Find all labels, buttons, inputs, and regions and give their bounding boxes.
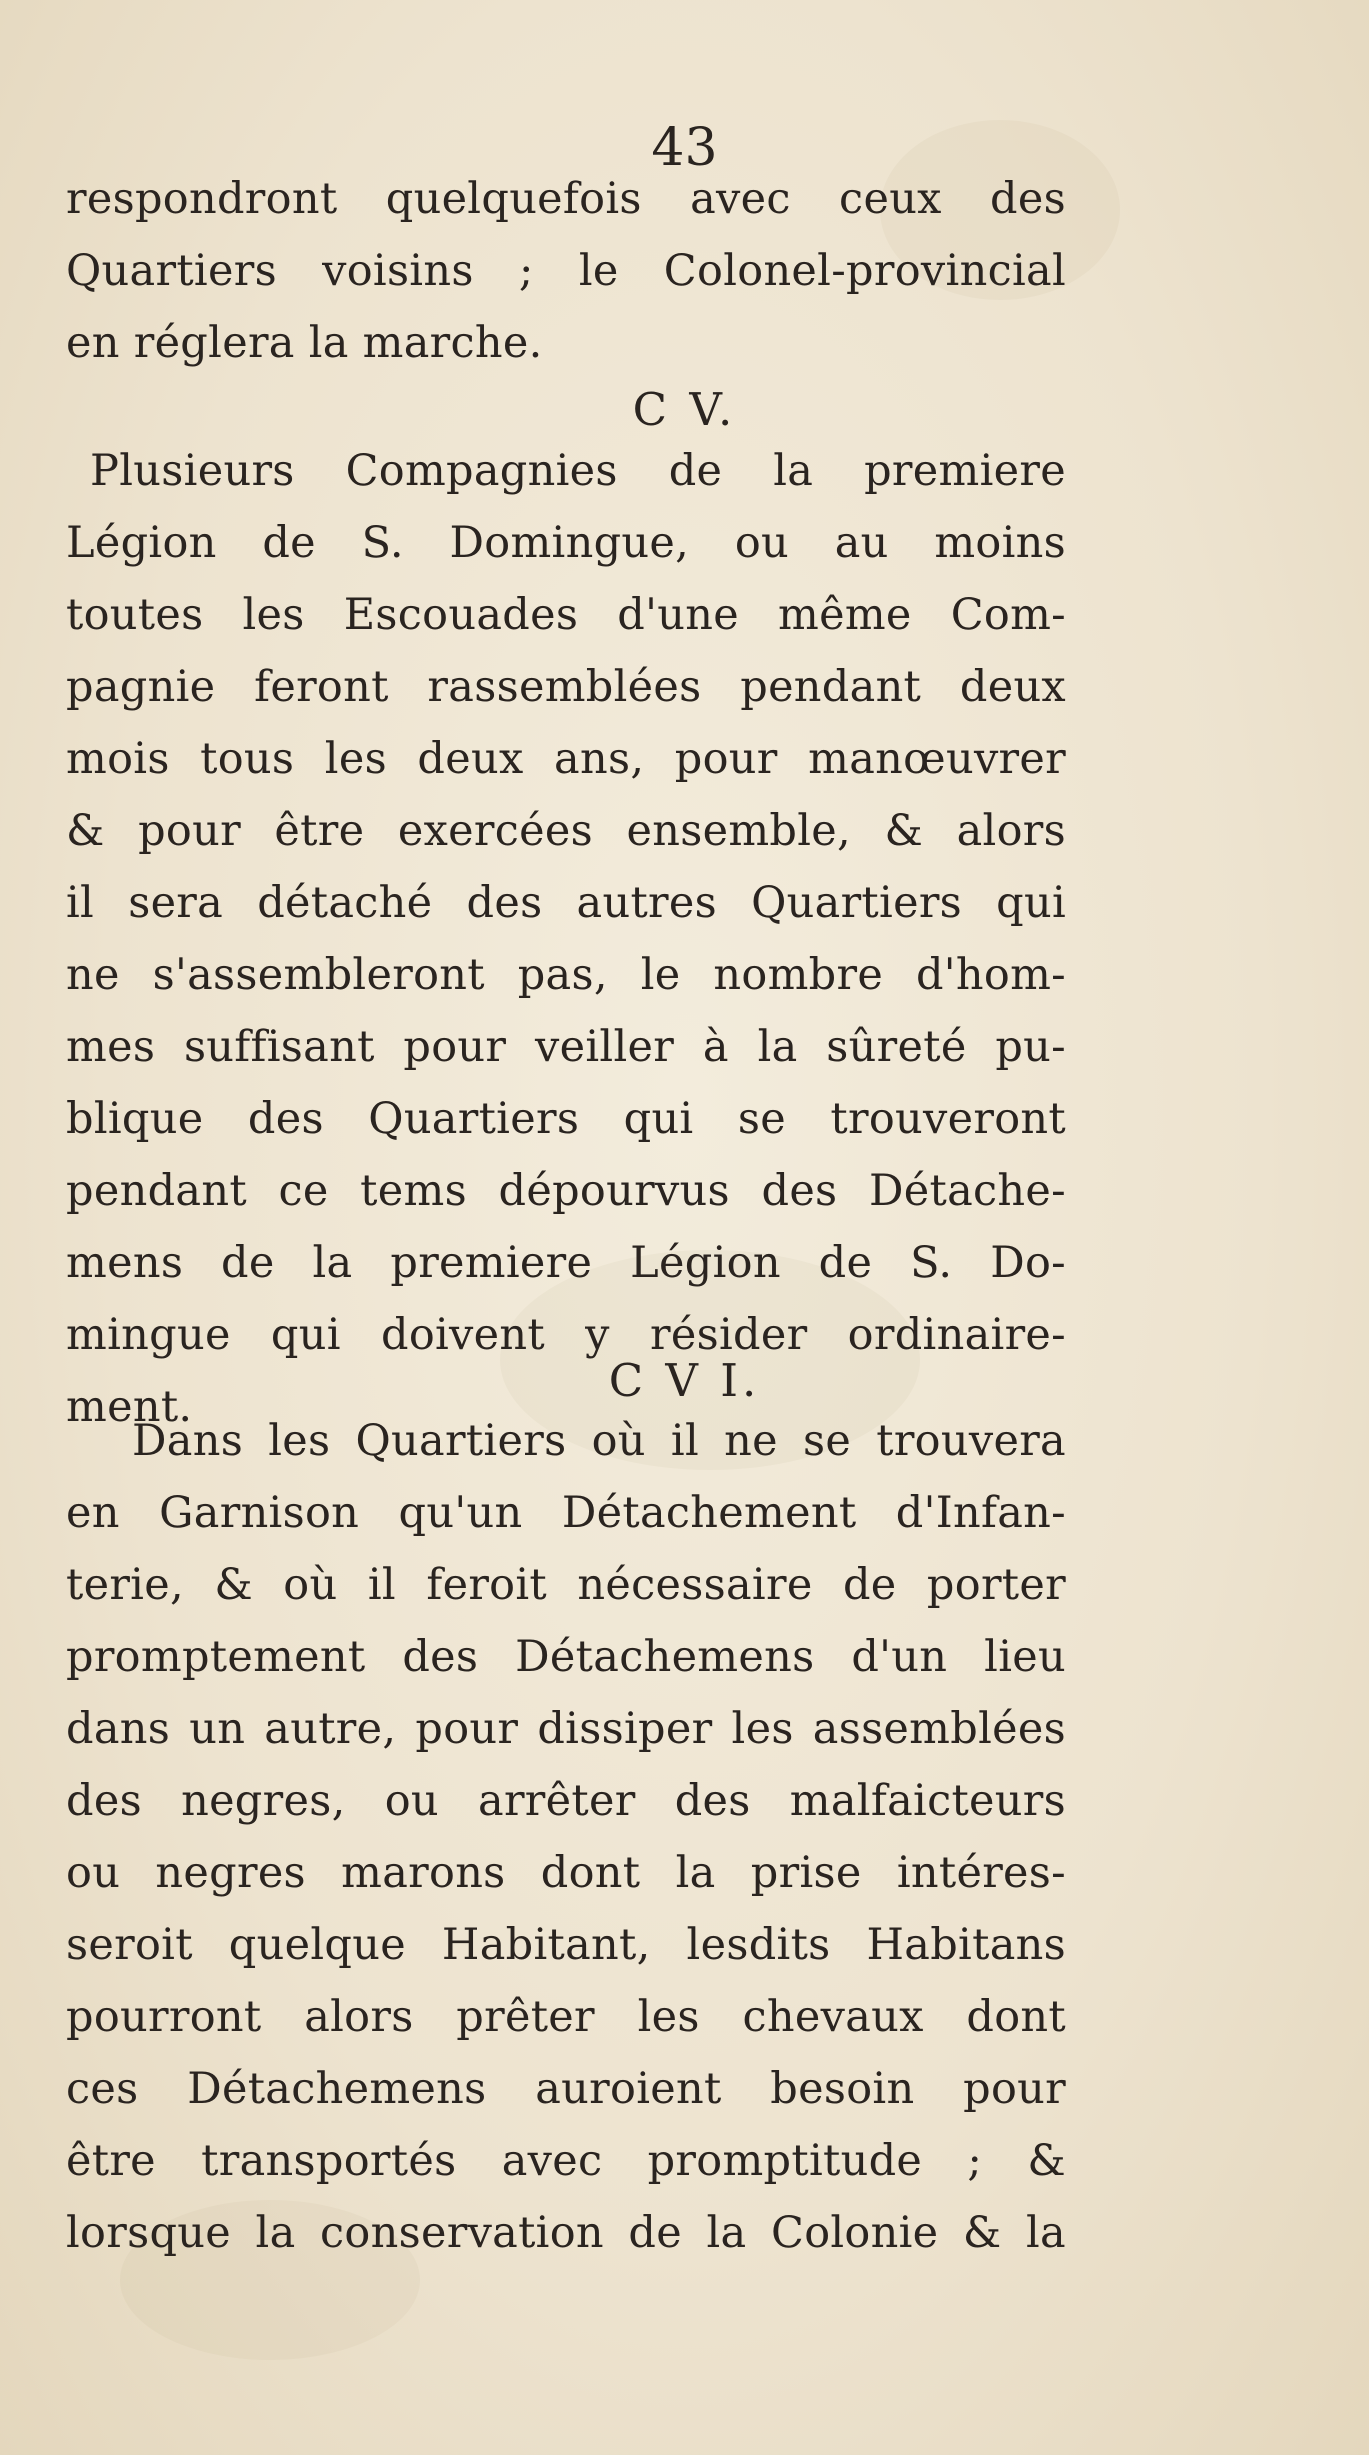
text-line: promptement des Détachemens d'un lieu bbox=[66, 1632, 1066, 1682]
text-line: mingue qui doivent y résider ordinaire- bbox=[66, 1310, 1066, 1360]
paragraph-continuation bbox=[66, 174, 1066, 378]
text-line: Dans les Quartiers où il ne se trouvera bbox=[132, 1416, 1066, 1466]
text-line: respondront quelquefois avec ceux des bbox=[66, 174, 1066, 224]
text-line: ne s'assembleront pas, le nombre d'hom- bbox=[66, 950, 1066, 1000]
text-line: mois tous les deux ans, pour manœuvrer bbox=[66, 734, 1066, 784]
text-line: dans un autre, pour dissiper les assemblées bbox=[66, 1704, 1066, 1754]
text-line: pourront alors prêter les chevaux dont bbox=[66, 1992, 1066, 2042]
text-line: Plusieurs Compagnies de la premiere bbox=[90, 446, 1066, 496]
text-line: ment. bbox=[66, 1382, 193, 1432]
text-line: terie, & où il feroit nécessaire de porter bbox=[66, 1560, 1066, 1610]
section-heading-cvi: C V I. bbox=[608, 1354, 761, 1407]
text-line: toutes les Escouades d'une même Com- bbox=[66, 590, 1066, 640]
text-line: ces Détachemens auroient besoin pour bbox=[66, 2064, 1066, 2114]
text-line: lorsque la conservation de la Colonie & la bbox=[66, 2208, 1066, 2258]
text-line: il sera détaché des autres Quartiers qui bbox=[66, 878, 1066, 928]
text-line: Légion de S. Domingue, ou au moins bbox=[66, 518, 1066, 568]
text-line: Quartiers voisins ; le Colonel-provincial bbox=[66, 246, 1066, 296]
text-line: en réglera la marche. bbox=[66, 318, 543, 368]
text-line: pagnie feront rassemblées pendant deux bbox=[66, 662, 1066, 712]
text-line: mens de la premiere Légion de S. Do- bbox=[66, 1238, 1066, 1288]
text-line: pendant ce tems dépourvus des Détache- bbox=[66, 1166, 1066, 1216]
section-heading-cv: C V. bbox=[632, 383, 737, 436]
text-line: ou negres marons dont la prise intéres- bbox=[66, 1848, 1066, 1898]
page-number: 43 bbox=[651, 118, 718, 178]
section-cv-body bbox=[66, 446, 1066, 1432]
text-line: mes suffisant pour veiller à la sûreté pu- bbox=[66, 1022, 1066, 1072]
section-cvi-body bbox=[66, 1416, 1066, 2270]
text-line: en Garnison qu'un Détachement d'Infan- bbox=[66, 1488, 1066, 1538]
text-line: & pour être exercées ensemble, & alors bbox=[66, 806, 1066, 856]
text-line: des negres, ou arrêter des malfaicteurs bbox=[66, 1776, 1066, 1826]
text-line: blique des Quartiers qui se trouveront bbox=[66, 1094, 1066, 1144]
text-line: être transportés avec promptitude ; & bbox=[66, 2136, 1066, 2186]
text-line: seroit quelque Habitant, lesdits Habitans bbox=[66, 1920, 1066, 1970]
